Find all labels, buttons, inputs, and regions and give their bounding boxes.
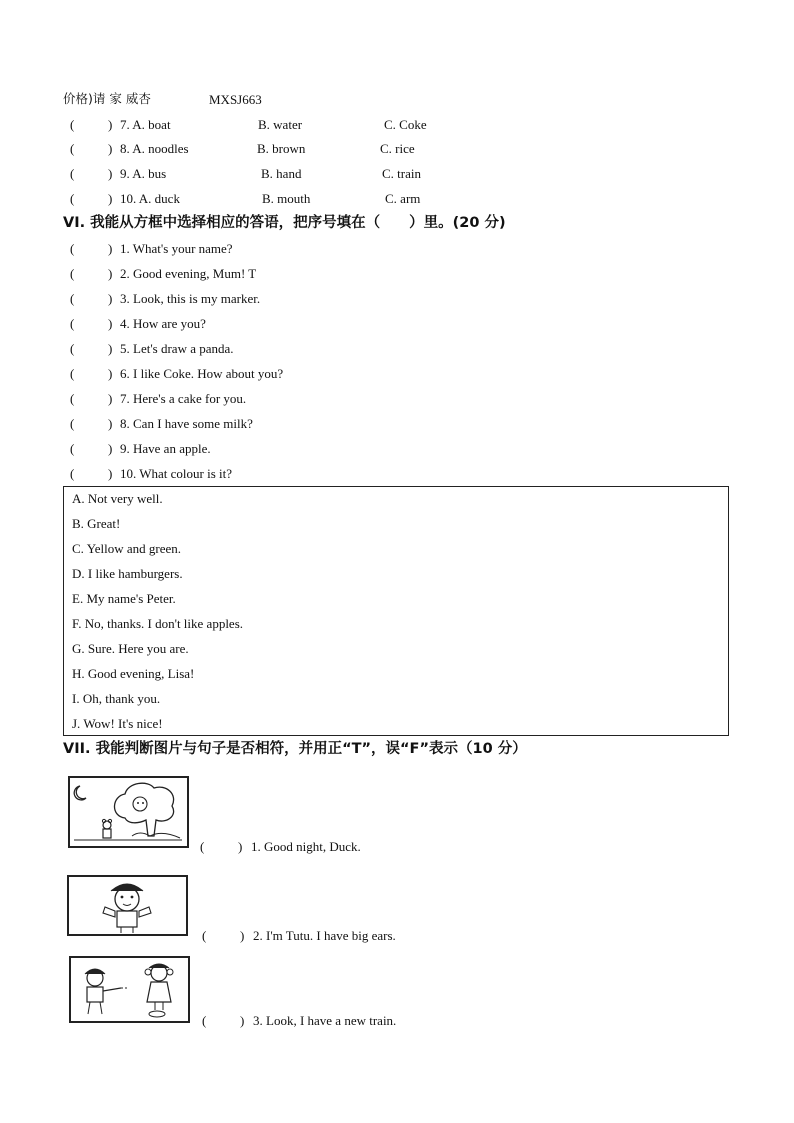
question-text: 8. Can I have some milk? xyxy=(120,416,253,431)
answer-blank-close: ) xyxy=(108,316,113,331)
option-c: C. arm xyxy=(385,191,421,206)
header-code: MXSJ663 xyxy=(209,92,262,107)
answer-blank-close: ) xyxy=(108,266,113,281)
header-left-text: 价格)请 家 威杏 xyxy=(63,91,151,106)
question-text: 9. Have an apple. xyxy=(120,441,211,456)
judge-sentence: 2. I'm Tutu. I have big ears. xyxy=(253,928,396,943)
answer-blank-open: ( xyxy=(70,316,75,331)
answer-blank-open: ( xyxy=(70,191,75,206)
answer-blank-open: ( xyxy=(70,241,75,256)
answer-blank-open: ( xyxy=(70,166,75,181)
question-text: 10. What colour is it? xyxy=(120,466,233,481)
question-text: 3. Look, this is my marker. xyxy=(120,291,261,306)
answer-blank-close: ) xyxy=(240,928,245,943)
answer-blank-open: ( xyxy=(70,466,75,481)
option-b: B. water xyxy=(258,117,303,132)
answer-blank-open: ( xyxy=(70,441,75,456)
option-c: C. Coke xyxy=(384,117,427,132)
section-7-title: VII. 我能判断图片与句子是否相符，并用正“T”，误“F”表示（10 分） xyxy=(63,741,527,757)
answer-options-box xyxy=(63,486,729,736)
answer-blank-close: ) xyxy=(108,166,113,181)
answer-blank-close: ) xyxy=(108,191,113,206)
judge-sentence: 1. Good night, Duck. xyxy=(251,839,361,854)
answer-blank-close: ) xyxy=(108,441,113,456)
option-a: 9. A. bus xyxy=(120,166,167,181)
question-text: 1. What's your name? xyxy=(120,241,233,256)
option-b: B. brown xyxy=(257,141,306,156)
question-text: 7. Here's a cake for you. xyxy=(120,391,247,406)
answer-blank-open: ( xyxy=(70,117,75,132)
answer-option: D. I like hamburgers. xyxy=(72,566,183,581)
answer-option: B. Great! xyxy=(72,516,121,531)
answer-blank-open: ( xyxy=(70,416,75,431)
answer-blank-close: ) xyxy=(108,291,113,306)
answer-option: H. Good evening, Lisa! xyxy=(72,666,195,681)
answer-blank-close: ) xyxy=(108,416,113,431)
answer-blank-close: ) xyxy=(108,141,113,156)
answer-blank-close: ) xyxy=(108,341,113,356)
answer-blank-open: ( xyxy=(70,391,75,406)
option-c: C. rice xyxy=(380,141,415,156)
option-b: B. mouth xyxy=(262,191,311,206)
question-text: 2. Good evening, Mum! T xyxy=(120,266,257,281)
answer-blank-open: ( xyxy=(70,366,75,381)
option-b: B. hand xyxy=(261,166,302,181)
answer-blank-close: ) xyxy=(108,117,113,132)
answer-blank-close: ) xyxy=(108,391,113,406)
section-6-title: VI. 我能从方框中选择相应的答语，把序号填在（ ）里。(20 分) xyxy=(63,215,506,231)
answer-blank-open: ( xyxy=(70,266,75,281)
answer-blank-close: ) xyxy=(240,1013,245,1028)
question-text: 5. Let's draw a panda. xyxy=(120,341,234,356)
answer-option: A. Not very well. xyxy=(72,491,163,506)
answer-blank-close: ) xyxy=(108,366,113,381)
judge-sentence: 3. Look, I have a new train. xyxy=(253,1013,397,1028)
question-text: 6. I like Coke. How about you? xyxy=(120,366,284,381)
option-a: 8. A. noodles xyxy=(120,141,189,156)
answer-option: I. Oh, thank you. xyxy=(72,691,161,706)
answer-blank-open: ( xyxy=(70,291,75,306)
moon-tree-bear-picture xyxy=(68,776,189,848)
moon-tree-bear-drawing xyxy=(70,778,187,846)
option-c: C. train xyxy=(382,166,421,181)
answer-option: G. Sure. Here you are. xyxy=(72,641,189,656)
boy-big-ears-picture xyxy=(67,875,188,936)
option-a: 10. A. duck xyxy=(120,191,180,206)
answer-option: J. Wow! It's nice! xyxy=(72,716,163,731)
answer-option: E. My name's Peter. xyxy=(72,591,176,606)
boy-girl-picture xyxy=(69,956,190,1023)
answer-option: F. No, thanks. I don't like apples. xyxy=(72,616,244,631)
answer-blank-open: ( xyxy=(202,928,207,943)
answer-blank-close: ) xyxy=(108,241,113,256)
answer-blank-close: ) xyxy=(238,839,243,854)
answer-blank-open: ( xyxy=(200,839,205,854)
answer-blank-close: ) xyxy=(108,466,113,481)
boy-big-ears-drawing xyxy=(69,877,186,934)
answer-option: C. Yellow and green. xyxy=(72,541,182,556)
answer-blank-open: ( xyxy=(70,141,75,156)
answer-blank-open: ( xyxy=(70,341,75,356)
option-a: 7. A. boat xyxy=(120,117,171,132)
question-text: 4. How are you? xyxy=(120,316,206,331)
boy-girl-drawing xyxy=(71,958,188,1021)
answer-blank-open: ( xyxy=(202,1013,207,1028)
